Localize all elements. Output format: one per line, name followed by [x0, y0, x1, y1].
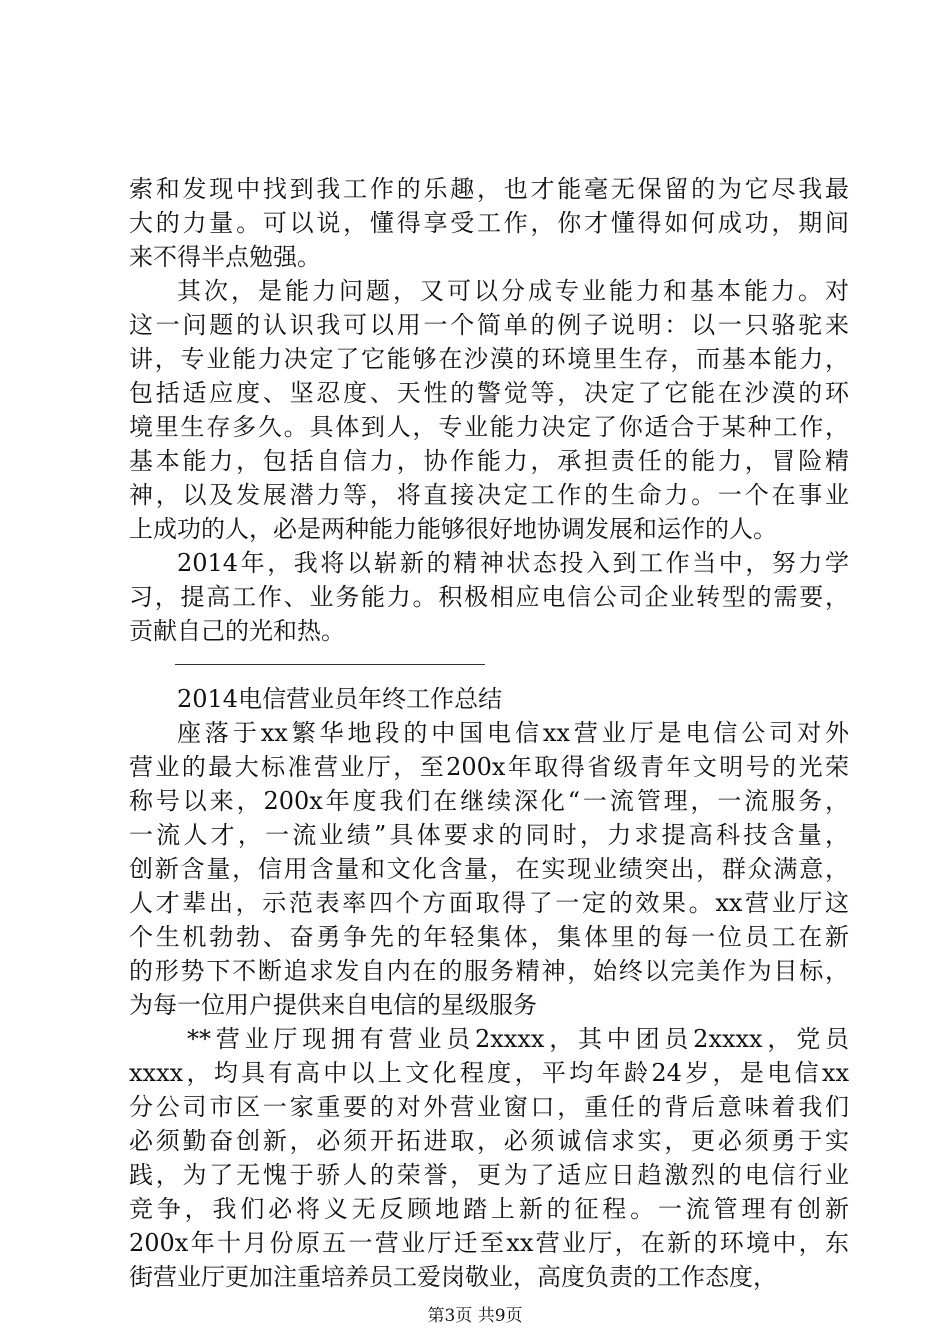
text-line: 一流人才，一流业绩”具体要求的同时，力求提高科技含量， — [129, 821, 849, 849]
text-line: xxxx，均具有高中以上文化程度，平均年龄24岁，是电信xx — [129, 1059, 849, 1087]
text-line: 讲，专业能力决定了它能够在沙漠的环境里生存，而基本能力， — [129, 345, 849, 373]
document-body — [129, 172, 849, 1294]
paragraph — [129, 172, 849, 274]
text-line: 其次，是能力问题，又可以分成专业能力和基本能力。对 — [177, 277, 849, 305]
paragraph — [129, 274, 849, 546]
paragraph — [129, 546, 849, 648]
text-line: 200x年十月份原五一营业厅迁至xx营业厅，在新的环境中，东 — [129, 1229, 849, 1257]
text-line: 包括适应度、坚忍度、天性的警觉等，决定了它能在沙漠的环 — [129, 379, 849, 407]
text-line: 称号以来，200x年度我们在继续深化“一流管理，一流服务， — [129, 787, 849, 815]
document-part-2 — [129, 716, 849, 1294]
text-line: 境里生存多久。具体到人，专业能力决定了你适合于某种工作， — [129, 413, 849, 441]
paragraph — [129, 1022, 849, 1294]
text-line: 竞争，我们必将义无反顾地踏上新的征程。一流管理有创新 — [129, 1195, 849, 1223]
text-line: 大的力量。可以说，懂得享受工作，你才懂得如何成功，期间 — [129, 209, 849, 237]
text-line: 习，提高工作、业务能力。积极相应电信公司企业转型的需要， — [129, 583, 849, 611]
section-title: 2014电信营业员年终工作总结 — [177, 685, 503, 713]
text-line: 索和发现中找到我工作的乐趣，也才能毫无保留的为它尽我最 — [129, 175, 849, 203]
section-divider — [129, 648, 849, 682]
text-line: 座落于xx繁华地段的中国电信xx营业厅是电信公司对外 — [177, 719, 849, 747]
text-line: 个生机勃勃、奋勇争先的年轻集体，集体里的每一位员工在新 — [129, 923, 849, 951]
text-line: 的形势下不断追求发自内在的服务精神，始终以完美作为目标， — [129, 957, 849, 985]
page-footer: 第3页 共9页 — [427, 1306, 523, 1326]
text-line: 2014年，我将以崭新的精神状态投入到工作当中，努力学 — [177, 549, 849, 577]
text-line: 街营业厅更加注重培养员工爱岗敬业，高度负责的工作态度， — [129, 1263, 777, 1291]
document-part-1 — [129, 172, 849, 648]
text-line: 营业的最大标准营业厅，至200x年取得省级青年文明号的光荣 — [129, 753, 849, 781]
text-line: 基本能力，包括自信力，协作能力，承担责任的能力，冒险精 — [129, 447, 849, 475]
text-line: 为每一位用户提供来自电信的星级服务 — [129, 991, 537, 1019]
text-line: 贡献自己的光和热。 — [129, 617, 345, 645]
text-line: **营业厅现拥有营业员2xxxx，其中团员2xxxx，党员 — [187, 1025, 849, 1053]
paragraph — [129, 716, 849, 1022]
text-line: 神，以及发展潜力等，将直接决定工作的生命力。一个在事业 — [129, 481, 849, 509]
text-line: 来不得半点勉强。 — [129, 243, 321, 271]
text-line: 必须勤奋创新，必须开拓进取，必须诚信求实，更必须勇于实 — [129, 1127, 849, 1155]
text-line: 上成功的人，必是两种能力能够很好地协调发展和运作的人。 — [129, 515, 777, 543]
text-line: 创新含量，信用含量和文化含量，在实现业绩突出，群众满意， — [129, 855, 849, 883]
text-line: 这一问题的认识我可以用一个简单的例子说明：以一只骆驼来 — [129, 311, 849, 339]
text-line: 分公司市区一家重要的对外营业窗口，重任的背后意味着我们 — [129, 1093, 849, 1121]
text-line: 践，为了无愧于骄人的荣誉，更为了适应日趋激烈的电信行业 — [129, 1161, 849, 1189]
text-line: 人才辈出，示范表率四个方面取得了一定的效果。xx营业厅这 — [129, 889, 849, 917]
